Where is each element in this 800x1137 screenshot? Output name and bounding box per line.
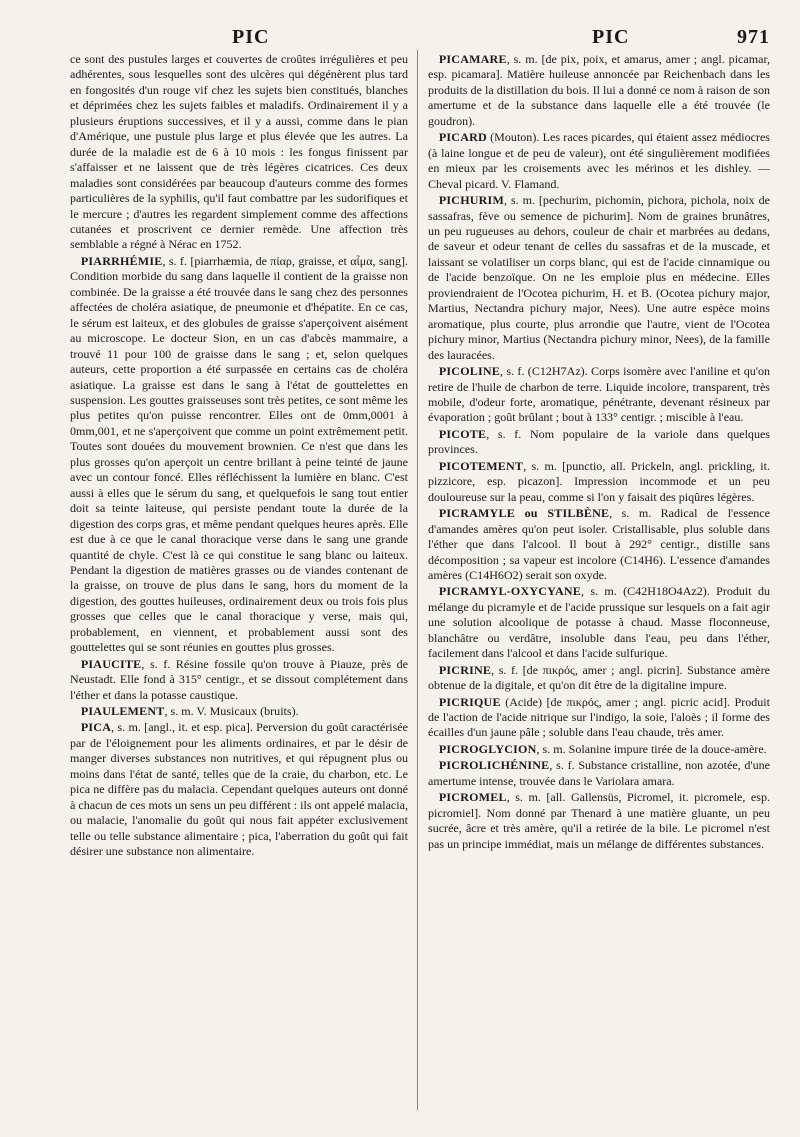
entry-headword: PICAMARE <box>438 52 507 66</box>
entry-headword: PICROGLYCION <box>438 741 537 756</box>
entry-picotement <box>428 459 770 505</box>
page-number: 971 <box>737 26 770 48</box>
entry-text: , s. m. [pechurim, pichomin, pichora, pichola, noix de sassafras, fève ou semence de pichurim]. Nom de graines brunâtres, un peu rugueuses au dehors, couleur de chair et marbrées au dedans, de saveur et odeur tenant de celles du sassafras et de la muscade, et laissant se volatiliser un corps blanc, qui est de l'acide cinnamique ou de l'acide benzoïque. On ne les emploie plus en médecine. Elles proviendraient de l'Ocotea pichurim, H. et B. (Ocotea pichury major, Martius, Nectandra pichury major, Nees). Une autre espèce moins aromatique, plus courte, plus arrondie que l'autre, vient de l'Ocotea pichury minor, Martius (Nectandra pichury minor, Nees), de la famille des lauracées. <box>428 193 770 362</box>
entry-text: , s. m. Radical de l'essence d'amandes amères qu'on peut isoler. Cristallisable, plus soluble dans l'éther que dans l'alcool. Il bout à 292° centigr., distille sans décomposition ; sa vapeur est incolore (C14H6). L'essence d'amandes amères (C14H6O2) serait son oxyde. <box>428 506 770 582</box>
running-head-right: PIC <box>592 26 630 48</box>
entry-text: , s. f. [piarrhæmia, de πίαρ, graisse, et αἷμα, sang]. Condition morbide du sang dans laquelle il contient de la graisse non combinée. De la graisse a été trouvée dans le sang chez des personnes affectées de choléra asiatique, de pneumonie et d'hépatite. En ce cas, le sérum est laiteux, et des globules de graisse s'aperçoivent aisément au microscope. Le docteur Sion, en un cas d'abcès mammaire, a trouvé 11 pour 100 de graisse dans le sang ; et, selon quelques auteurs, cette proportion a été surpassée en certains cas de choléra asiatique. La graisse est dans le sang à l'état de gouttelettes en suspension. Les gouttes graisseuses sont très petites, ce sont même les plus petites qu'on puisse rencontrer. Elles ont de 0mm,0001 à 0mm,001, et ne s'aperçoivent que comme un point extrêmement petit. Toutes sont douées du mouvement brownien. Ce n'est que dans les plus grosses qu'on aperçoit un centre brillant à peine teinté de jaune avec un contour foncé. Elles réfléchissent la lumière en blanc. C'est aussi à elles que le sérum du sang, et quelquefois le sang tout entier doit sa teinte laiteuse, qui persiste pendant toute la durée de la digestion des corps gras, et même pendant quelques heures après. Elle est due à ce que le canal thoracique verse dans le sang une grande quantité de chyle. C'est là ce qui constitue le sang blanc ou laiteux. Pendant la digestion de matières grasses ou de viandes contenant de la graisse, on trouve de plus dans le sang, hors du moment de la digestion, des gouttes huileuses, ordinairement deux ou trois fois plus grosses que celles que le canal thoracique y verse, mais qui, probablement, en viennent, et probablement aussi sont des gouttelettes qui se sont réunies en gouttes plus grosses. <box>70 253 408 655</box>
entry-picromel <box>428 790 770 852</box>
entry-headword: PICOLINE <box>438 364 501 379</box>
entry-headword: PICRINE <box>438 662 492 677</box>
entry-headword: PICHURIM <box>438 193 505 208</box>
entry-text: ce sont des pustules larges et couvertes de croûtes irrégulières et peu adhérentes, sous lesquelles sont des ulcères qui dégénèrent plus tard en fongosités d'un rouge vif chez les sujets bien constitués, blanches et déprimées chez les sujets faibles et maladifs. Ordinairement il y a plusieurs éruptions successives, et il y a aussi, comme dans le pian d'Amérique, une pustule plus large et plus élevée que les autres. La durée de la maladie est de 6 à 10 mois : les fongus finissent par s'affaisser et ne laissent que de très légères cicatrices. Ces deux maladies sont considérées par beaucoup d'auteurs comme des formes particulières de la syphilis, qu'il faut combattre par les sudorifiques et le mercure ; d'autres les regardent simplement comme des affections cutanées et proscrivent ce dernier remède. Une affection très semblable a régné à Nérac en 1752. <box>70 52 408 252</box>
entry-continuation <box>70 52 408 253</box>
entry-headword: PIAUCITE <box>80 656 142 671</box>
entry-piaucite <box>70 657 408 703</box>
entry-headword: PIAULEMENT <box>80 704 165 719</box>
entry-headword: PICOTE <box>438 426 487 441</box>
entry-pichurim <box>428 193 770 363</box>
entry-text: , s. m. [angl., it. et esp. pica]. Perversion du goût caractérisée par de l'éloignement pour les aliments ordinaires, et par le désir de manger diverses substances non nutritives, et qui répugnent plus ou moins dans l'état de santé, telles que de la craie, du charbon, etc. Le pica ne diffère pas du malacia. Cependant quelques auteurs ont donné à chacun de ces mots un sens un peu différent : ils ont appelé malacia, ou malacie, l'anomalie du goût qui nous fait appéter exclusivement telle ou telle substance alimentaire ; pica, l'aberration du goût qui fait désirer une substance non alimentaire. <box>70 720 408 859</box>
entry-headword: PICROMEL <box>438 790 507 805</box>
entry-headword: PICRIQUE <box>438 694 501 709</box>
entry-headword: PICRAMYLE ou STILBÈNE <box>438 506 610 521</box>
entry-text: (Mouton). Les races picardes, qui étaient assez médiocres (à laine longue et de peu de valeur), ont été singulièrement modifiées en mieux par les croisements avec les mérinos et les dishley. — Cheval picard. V. Flamand. <box>428 130 770 191</box>
entry-picramyle <box>428 506 770 583</box>
entry-text: (Acide) [de πικρός, amer ; angl. picric acid]. Produit de l'action de l'acide nitrique sur l'indigo, la soie, l'aloès ; il forme des écailles d'un jaune pâle ; soluble dans l'eau chaude, très amer. <box>428 694 770 740</box>
entry-text: , s. f. Substance cristalline, non azotée, d'une amertume intense, trouvée dans le Variolara amara. <box>428 758 770 788</box>
right-column <box>428 52 770 1122</box>
entry-text: , s. m. [all. Gallensüs, Picromel, it. picromele, esp. picromiel]. Nom donné par Thenard à une matière gluante, un peu sucrée, âcre et très amère, qu'il a retirée de la bile. Le picromel n'est pas un principe immédiat, mais un mélange de différentes substances. <box>428 790 770 851</box>
entry-picamare <box>428 52 770 129</box>
entry-picrique <box>428 695 770 741</box>
entry-pica <box>70 720 408 859</box>
running-head-left: PIC <box>232 26 270 48</box>
entry-picoline <box>428 364 770 426</box>
entry-text: , s. f. [de πικρός, amer ; angl. picrin]. Substance amère obtenue de la digitale, et qu'on dit être de la digitaline impure. <box>428 662 770 693</box>
entry-picramyl-oxycyane <box>428 584 770 661</box>
entry-headword: PICOTEMENT <box>438 458 524 473</box>
entry-headword: PICARD <box>438 130 487 145</box>
entry-headword: PICA <box>80 720 112 735</box>
entry-text: , s. m. Solanine impure tirée de la douce-amère. <box>536 741 767 756</box>
entry-text: , s. m. V. Musicaux (bruits). <box>164 704 299 719</box>
column-divider <box>417 50 418 1110</box>
entry-piaulement <box>70 704 408 719</box>
entry-headword: PICROLICHÉNINE <box>438 758 550 773</box>
entry-text: , s. m. (C42H18O4Az2). Produit du mélange du picramyle et de l'acide prussique sur lesquels on a fait agir une solution alcoolique de potasse à chaud. Masse floconneuse, blanchâtre ou verdâtre, insoluble dans l'eau, peu dans l'éther, facilement dans l'alcool et dans l'acide sulfurique. <box>428 584 770 661</box>
entry-picote <box>428 427 770 458</box>
entry-picrolichenine <box>428 758 770 789</box>
entry-text: , s. f. Nom populaire de la variole dans quelques provinces. <box>428 426 770 457</box>
entry-headword: PICRAMYL-OXYCYANE <box>438 584 582 599</box>
entry-picroglycion <box>428 742 770 757</box>
left-column <box>70 52 408 1122</box>
entry-piarrhemie <box>70 254 408 656</box>
entry-text: , s. f. Résine fossile qu'on trouve à Piauze, près de Neustadt. Elle fond à 315° centigr., et se dissout complétement dans l'éther et dans la potasse caustique. <box>70 656 408 702</box>
entry-text: , s. f. (C12H7Az). Corps isomère avec l'aniline et qu'on retire de l'huile de charbon de terre. Liquide incolore, transparent, très mobile, d'odeur forte, aromatique, pénétrante, devenant résineux par évaporation ; goût brûlant ; bout à 133° centigr. ; miscible à l'eau. <box>428 364 770 425</box>
entry-text: , s. m. [punctio, all. Prickeln, angl. prickling, it. pizzicore, esp. picazon]. Impression incommode et un peu douloureuse sur la peau, comme si l'on y faisait des piqûres légères. <box>428 458 770 504</box>
entry-headword: PIARRHÉMIE <box>80 253 163 268</box>
entry-picard <box>428 130 770 192</box>
entry-text: , s. m. [de pix, poix, et amarus, amer ; angl. picamar, esp. picamara]. Matière huileuse annoncée par Reichenbach dans les produits de la distillation du bois. Il lui a donné ce nom à raison de son amertume et de la substance dans laquelle elle a été trouvée (le goudron). <box>428 52 770 128</box>
entry-picrine <box>428 663 770 694</box>
